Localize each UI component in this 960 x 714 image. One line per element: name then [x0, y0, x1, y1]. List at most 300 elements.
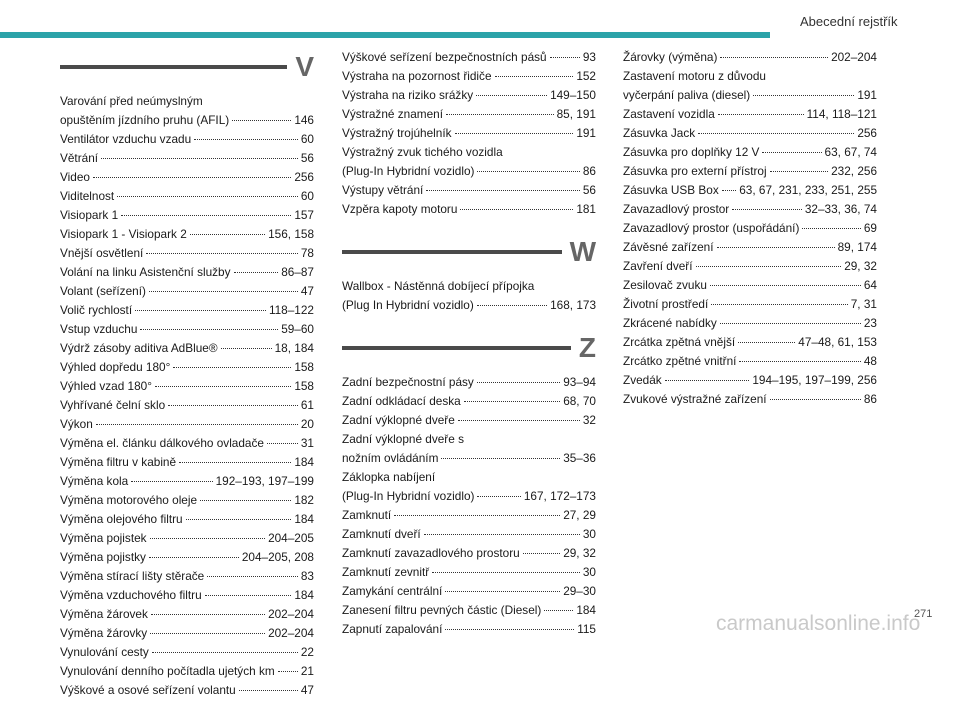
- index-entry-row: [342, 544, 596, 563]
- index-entry-label: Výškové a osové seřízení volantu: [60, 683, 236, 697]
- dot-leader: [140, 329, 278, 330]
- index-section: [60, 48, 314, 700]
- index-entry-row: [60, 434, 314, 453]
- index-entry-label: Zavření dveří: [623, 259, 693, 273]
- dot-leader: [738, 342, 795, 343]
- index-entry-label: (Plug-In Hybridní vozidlo): [342, 164, 475, 178]
- index-entry[interactable]: [60, 681, 314, 700]
- index-entry[interactable]: [60, 149, 314, 168]
- index-entry-row: [60, 92, 314, 111]
- index-entry-page[interactable]: 232, 256: [831, 164, 877, 178]
- index-entry[interactable]: [342, 143, 596, 181]
- dot-leader: [477, 382, 560, 383]
- index-entry[interactable]: [342, 430, 596, 468]
- index-entry[interactable]: [60, 472, 314, 491]
- index-entry-row: [342, 430, 596, 449]
- index-entry-page[interactable]: 152: [576, 69, 596, 83]
- index-entry[interactable]: [342, 181, 596, 200]
- index-entry-page[interactable]: 168, 173: [550, 298, 596, 312]
- dot-leader: [194, 139, 298, 140]
- index-entry[interactable]: [623, 67, 877, 105]
- dot-leader: [458, 420, 580, 421]
- index-entry-page[interactable]: 191: [857, 88, 877, 102]
- index-entry-page[interactable]: 93–94: [563, 375, 596, 389]
- index-entry-row: [60, 415, 314, 434]
- index-entry[interactable]: [342, 48, 596, 67]
- index-entry-row: [342, 105, 596, 124]
- index-entry-page[interactable]: 29–30: [563, 584, 596, 598]
- index-entry-page[interactable]: 47–48, 61, 153: [798, 335, 877, 349]
- index-entry-label: Žárovky (výměna): [623, 50, 718, 64]
- dot-leader: [186, 519, 292, 520]
- index-entry-page[interactable]: 30: [582, 565, 596, 579]
- index-entry-page[interactable]: 27, 29: [563, 508, 596, 522]
- index-entry-page[interactable]: 29, 32: [563, 546, 596, 560]
- dot-leader: [239, 690, 298, 691]
- index-entry-row: [623, 200, 877, 219]
- index-entry-label: Výstupy větrání: [342, 183, 424, 197]
- index-entry-label: Zastavení vozidla: [623, 107, 715, 121]
- index-entry-page[interactable]: 158: [294, 379, 314, 393]
- index-entry-row: [60, 453, 314, 472]
- dot-leader: [696, 266, 842, 267]
- dot-leader: [179, 462, 291, 463]
- index-entry-page[interactable]: 89, 174: [837, 240, 877, 254]
- index-entry-page[interactable]: 61: [300, 398, 314, 412]
- index-column-3: [623, 48, 877, 423]
- index-entry-label: Větrání: [60, 151, 99, 165]
- index-entry-label: Zvukové výstražné zařízení: [623, 392, 767, 406]
- index-entry-label: (Plug-In Hybridní vozidlo): [342, 489, 475, 503]
- index-entry[interactable]: [60, 206, 314, 225]
- index-entry-label: Viditelnost: [60, 189, 115, 203]
- index-entry-page[interactable]: 32–33, 36, 74: [804, 202, 877, 216]
- index-entry-label: Výstražné znamení: [342, 107, 443, 121]
- index-entry-row: [623, 257, 877, 276]
- index-entry[interactable]: [60, 453, 314, 472]
- index-entry[interactable]: [623, 257, 877, 276]
- dot-leader: [445, 629, 574, 630]
- index-entry-row: [623, 333, 877, 352]
- index-entry-page[interactable]: 184: [294, 588, 314, 602]
- index-entry[interactable]: [342, 124, 596, 143]
- index-entry-page[interactable]: 32: [582, 413, 596, 427]
- index-entry-label: vyčerpání paliva (diesel): [623, 88, 751, 102]
- index-entry-page[interactable]: 23: [863, 316, 877, 330]
- index-entry[interactable]: [60, 168, 314, 187]
- index-entry[interactable]: [623, 219, 877, 238]
- index-entry-page[interactable]: 167, 172–173: [523, 489, 596, 503]
- index-entry[interactable]: [60, 396, 314, 415]
- index-entry-row: [342, 296, 596, 315]
- dot-leader: [477, 305, 547, 306]
- index-entry-page[interactable]: 30: [582, 527, 596, 541]
- index-entry-page[interactable]: 86: [863, 392, 877, 406]
- index-entry-label: nožním ovládáním: [342, 451, 439, 465]
- index-entry-page[interactable]: 202–204: [268, 626, 314, 640]
- index-entry[interactable]: [623, 124, 877, 143]
- index-entry[interactable]: [342, 411, 596, 430]
- index-entry-page[interactable]: 64: [863, 278, 877, 292]
- index-entry-page[interactable]: 202–204: [268, 607, 314, 621]
- index-entry[interactable]: [60, 244, 314, 263]
- index-entry[interactable]: [60, 339, 314, 358]
- index-entry[interactable]: [60, 130, 314, 149]
- index-entry-row: [60, 225, 314, 244]
- index-entry[interactable]: [623, 276, 877, 295]
- index-entry-page[interactable]: 86: [582, 164, 596, 178]
- index-entry-page[interactable]: 204–205: [268, 531, 314, 545]
- index-entry-label: Visiopark 1 - Visiopark 2: [60, 227, 187, 241]
- dot-leader: [267, 443, 298, 444]
- index-entry-page[interactable]: 85, 191: [556, 107, 596, 121]
- index-entry[interactable]: [623, 200, 877, 219]
- index-entry[interactable]: [60, 510, 314, 529]
- index-entry[interactable]: [342, 373, 596, 392]
- index-entry-page[interactable]: 68, 70: [563, 394, 596, 408]
- index-entry[interactable]: [60, 434, 314, 453]
- index-entry-page[interactable]: 181: [576, 202, 596, 216]
- index-entry[interactable]: [623, 371, 877, 390]
- dot-leader: [476, 95, 547, 96]
- index-entry[interactable]: [623, 352, 877, 371]
- index-entry-row: [60, 510, 314, 529]
- index-entry-row: [60, 339, 314, 358]
- dot-leader: [278, 671, 298, 672]
- dot-leader: [146, 253, 298, 254]
- index-entry-label: opuštěním jízdního pruhu (AFIL): [60, 113, 230, 127]
- index-entry[interactable]: [60, 491, 314, 510]
- index-entry-page[interactable]: 146: [294, 113, 314, 127]
- index-entry-label: Výměna pojistek: [60, 531, 147, 545]
- index-entry-label: Výměna žárovky: [60, 626, 148, 640]
- header-accent-bar: [0, 32, 770, 38]
- index-entry-page[interactable]: 56: [300, 151, 314, 165]
- index-entry-label: Výměna žárovek: [60, 607, 148, 621]
- index-entry-row: [342, 143, 596, 162]
- dot-leader: [232, 120, 291, 121]
- index-entry-label: Výměna vzduchového filtru: [60, 588, 202, 602]
- index-entry-row: [623, 371, 877, 390]
- index-entry-row: [60, 624, 314, 643]
- index-entry-label: (Plug In Hybridní vozidlo): [342, 298, 474, 312]
- index-entry-row: [342, 468, 596, 487]
- index-entry[interactable]: [623, 314, 877, 333]
- index-entry-row: [60, 643, 314, 662]
- index-entry[interactable]: [342, 544, 596, 563]
- index-entry-page[interactable]: 7, 31: [850, 297, 877, 311]
- index-entry-row: [60, 472, 314, 491]
- index-entry[interactable]: [623, 48, 877, 67]
- index-entry-row: [342, 67, 596, 86]
- index-entry[interactable]: [60, 301, 314, 320]
- index-entry-row: [623, 162, 877, 181]
- index-entry-page[interactable]: 78: [300, 246, 314, 260]
- index-entry[interactable]: [342, 525, 596, 544]
- dot-leader: [93, 177, 291, 178]
- dot-leader: [173, 367, 291, 368]
- index-entry-page[interactable]: 194–195, 197–199, 256: [752, 373, 877, 387]
- index-entry-page[interactable]: 115: [577, 622, 596, 636]
- index-entry[interactable]: [342, 468, 596, 506]
- index-entry[interactable]: [60, 225, 314, 244]
- index-entry-page[interactable]: 149–150: [550, 88, 596, 102]
- dot-leader: [455, 133, 574, 134]
- index-entry-row: [342, 449, 596, 468]
- dot-leader: [446, 114, 554, 115]
- index-section: [342, 233, 596, 315]
- index-entry[interactable]: [60, 377, 314, 396]
- index-entry-row: [60, 567, 314, 586]
- index-entry-page[interactable]: 60: [300, 189, 314, 203]
- index-entry[interactable]: [342, 105, 596, 124]
- index-entry-page[interactable]: 184: [576, 603, 596, 617]
- index-entry-page[interactable]: 83: [300, 569, 314, 583]
- index-entry-label: Výměna stírací lišty stěrače: [60, 569, 205, 583]
- index-entry-page[interactable]: 63, 67, 74: [824, 145, 877, 159]
- index-entry-label: Výstražný zvuk tichého vozidla: [342, 145, 503, 159]
- index-entry-label: Volant (seřízení): [60, 284, 146, 298]
- index-entry[interactable]: [342, 392, 596, 411]
- index-entry-label: Zásuvka pro doplňky 12 V: [623, 145, 760, 159]
- index-entry-page[interactable]: 69: [863, 221, 877, 235]
- index-entry-page[interactable]: 118–122: [268, 303, 314, 317]
- dot-leader: [150, 538, 266, 539]
- index-entry-label: Výměna olejového filtru: [60, 512, 183, 526]
- index-section: [623, 48, 877, 409]
- index-entry-label: Zavazadlový prostor: [623, 202, 730, 216]
- index-entry[interactable]: [60, 662, 314, 681]
- index-entry-page[interactable]: 182: [294, 493, 314, 507]
- index-section: [342, 329, 596, 639]
- index-entry[interactable]: [60, 624, 314, 643]
- index-entry[interactable]: [60, 529, 314, 548]
- index-entry[interactable]: [342, 506, 596, 525]
- dot-leader: [460, 209, 573, 210]
- dot-leader: [739, 361, 860, 362]
- index-entry-label: Zamykání centrální: [342, 584, 443, 598]
- section-letter: Z: [578, 332, 596, 363]
- index-entry-page[interactable]: 191: [576, 126, 596, 140]
- index-entry-page[interactable]: 63, 67, 231, 233, 251, 255: [739, 183, 877, 197]
- section-title: Abecední rejstřík: [800, 14, 898, 29]
- dot-leader: [720, 323, 861, 324]
- index-entry-row: [623, 67, 877, 86]
- index-entry-page[interactable]: 256: [857, 126, 877, 140]
- index-entry-label: Životní prostředí: [623, 297, 709, 311]
- page-number: 271: [914, 608, 933, 620]
- index-entry-label: Výstražný trojúhelník: [342, 126, 452, 140]
- index-entry-label: Zásuvka pro externí přístroj: [623, 164, 767, 178]
- index-entry[interactable]: [60, 187, 314, 206]
- index-entry-label: Zkrácené nabídky: [623, 316, 717, 330]
- index-entry-label: Výdrž zásoby aditiva AdBlue®: [60, 341, 218, 355]
- index-entry-label: Výstraha na pozornost řidiče: [342, 69, 492, 83]
- index-entry-label: Wallbox - Nástěnná dobíjecí přípojka: [342, 279, 535, 293]
- dot-leader: [477, 496, 520, 497]
- index-entry-page[interactable]: 31: [300, 436, 314, 450]
- index-entry-page[interactable]: 18, 184: [274, 341, 314, 355]
- index-entry[interactable]: [623, 143, 877, 162]
- index-entry-label: Závěsné zařízení: [623, 240, 714, 254]
- index-entry[interactable]: [623, 238, 877, 257]
- index-entry[interactable]: [342, 277, 596, 315]
- dot-leader: [131, 481, 212, 482]
- index-entry-page[interactable]: 204–205, 208: [241, 550, 314, 564]
- index-entry-row: [342, 487, 596, 506]
- section-header: [342, 233, 596, 271]
- dot-leader: [550, 57, 580, 58]
- dot-leader: [234, 272, 279, 273]
- index-entry[interactable]: [623, 295, 877, 314]
- index-entry-row: [623, 295, 877, 314]
- index-entry-label: Video: [60, 170, 90, 184]
- index-entry-row: [623, 390, 877, 409]
- dot-leader: [698, 133, 854, 134]
- index-entry-page[interactable]: 93: [582, 50, 596, 64]
- index-entry-row: [623, 219, 877, 238]
- index-entry-page[interactable]: 47: [300, 284, 314, 298]
- index-entry[interactable]: [623, 333, 877, 352]
- dot-leader: [495, 76, 574, 77]
- index-entry-page[interactable]: 192–193, 197–199: [215, 474, 314, 488]
- dot-leader: [135, 310, 266, 311]
- index-entry[interactable]: [623, 162, 877, 181]
- index-entry-page[interactable]: 48: [863, 354, 877, 368]
- index-entry-row: [60, 149, 314, 168]
- index-entry-page[interactable]: 184: [294, 512, 314, 526]
- index-entry-row: [623, 86, 877, 105]
- index-entry[interactable]: [60, 92, 314, 130]
- index-entry-row: [342, 48, 596, 67]
- index-entry-row: [60, 320, 314, 339]
- index-entry-page[interactable]: 21: [300, 664, 314, 678]
- index-entry-page[interactable]: 56: [582, 183, 596, 197]
- index-entry-page[interactable]: 20: [300, 417, 314, 431]
- dot-leader: [753, 95, 854, 96]
- index-entry-row: [60, 187, 314, 206]
- dot-leader: [149, 291, 298, 292]
- section-letter: V: [295, 51, 314, 82]
- index-entry[interactable]: [60, 282, 314, 301]
- index-entry-row: [60, 681, 314, 700]
- index-entry[interactable]: [60, 567, 314, 586]
- index-entry[interactable]: [60, 358, 314, 377]
- dot-leader: [96, 424, 298, 425]
- index-entry-row: [342, 373, 596, 392]
- index-entry[interactable]: [60, 548, 314, 567]
- index-entry[interactable]: [60, 643, 314, 662]
- index-entry[interactable]: [342, 563, 596, 582]
- index-entry-page[interactable]: 156, 158: [268, 227, 314, 241]
- dot-leader: [665, 380, 750, 381]
- index-entry-label: Zastavení motoru z důvodu: [623, 69, 766, 83]
- index-entry[interactable]: [60, 415, 314, 434]
- dot-leader: [200, 500, 291, 501]
- dot-leader: [523, 553, 560, 554]
- dot-leader: [762, 152, 821, 153]
- index-entry-row: [623, 143, 877, 162]
- index-entry-page[interactable]: 60: [300, 132, 314, 146]
- dot-leader: [477, 171, 579, 172]
- index-entry-row: [342, 86, 596, 105]
- index-entry-label: Vynulování cesty: [60, 645, 149, 659]
- index-entry[interactable]: [342, 86, 596, 105]
- index-entry-row: [60, 377, 314, 396]
- dot-leader: [426, 190, 580, 191]
- section-rule: [342, 346, 571, 350]
- index-entry-label: Vstup vzduchu: [60, 322, 138, 336]
- index-entry-page[interactable]: 86–87: [281, 265, 314, 279]
- index-entry-row: [60, 111, 314, 130]
- index-entry-page[interactable]: 22: [300, 645, 314, 659]
- index-entry-row: [342, 601, 596, 620]
- index-entry[interactable]: [60, 263, 314, 282]
- index-entry-row: [342, 200, 596, 219]
- index-entry-page[interactable]: 157: [294, 208, 314, 222]
- dot-leader: [770, 171, 828, 172]
- index-entry[interactable]: [60, 605, 314, 624]
- index-entry[interactable]: [342, 200, 596, 219]
- dot-leader: [152, 652, 298, 653]
- index-entry-page[interactable]: 256: [294, 170, 314, 184]
- index-entry-row: [60, 396, 314, 415]
- index-entry[interactable]: [342, 582, 596, 601]
- index-entry-page[interactable]: 184: [294, 455, 314, 469]
- index-entry-page[interactable]: 47: [300, 683, 314, 697]
- index-entry-label: Zamknutí dveří: [342, 527, 421, 541]
- index-entry[interactable]: [623, 390, 877, 409]
- section-rule: [342, 250, 562, 254]
- index-entry[interactable]: [342, 620, 596, 639]
- index-entry-page[interactable]: 114, 118–121: [806, 107, 877, 121]
- index-entry[interactable]: [60, 586, 314, 605]
- index-entry[interactable]: [342, 67, 596, 86]
- index-entry-row: [60, 548, 314, 567]
- dot-leader: [394, 515, 560, 516]
- index-entry-page[interactable]: 158: [294, 360, 314, 374]
- index-entry-row: [342, 162, 596, 181]
- index-entry[interactable]: [623, 181, 877, 200]
- index-entry-row: [60, 358, 314, 377]
- index-entry-label: Vnější osvětlení: [60, 246, 144, 260]
- index-entry-page[interactable]: 35–36: [563, 451, 596, 465]
- index-entry-page[interactable]: 29, 32: [844, 259, 877, 273]
- index-entry-row: [60, 529, 314, 548]
- index-entry[interactable]: [623, 105, 877, 124]
- index-entry-row: [342, 620, 596, 639]
- index-entry[interactable]: [60, 320, 314, 339]
- dot-leader: [424, 534, 580, 535]
- dot-leader: [168, 405, 298, 406]
- index-entry-label: Zvedák: [623, 373, 662, 387]
- dot-leader: [150, 633, 265, 634]
- index-entry-label: Zásuvka Jack: [623, 126, 696, 140]
- index-entry-label: Zanesení filtru pevných částic (Diesel): [342, 603, 542, 617]
- index-entry[interactable]: [342, 601, 596, 620]
- index-entry-row: [60, 301, 314, 320]
- index-entry-page[interactable]: 202–204: [831, 50, 877, 64]
- dot-leader: [149, 557, 239, 558]
- index-entry-label: Zapnutí zapalování: [342, 622, 443, 636]
- dot-leader: [432, 572, 580, 573]
- index-entry-row: [623, 314, 877, 333]
- index-entry-label: Výměna motorového oleje: [60, 493, 198, 507]
- dot-leader: [101, 158, 298, 159]
- index-entry-label: Visiopark 1: [60, 208, 119, 222]
- index-entry-page[interactable]: 59–60: [281, 322, 314, 336]
- index-entry-row: [60, 491, 314, 510]
